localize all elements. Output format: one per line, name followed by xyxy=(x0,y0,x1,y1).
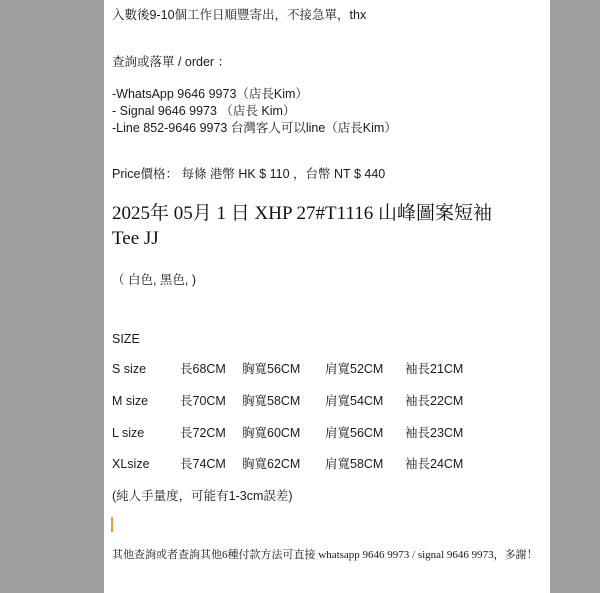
chest-value: 胸寬62CM xyxy=(242,457,301,471)
shoulder-value: 肩寬58CM xyxy=(325,457,384,471)
footer-contact: 其他查詢或者查詢其他6種付款方法可直接 whatsapp 9646 9973 / signal 9646 9973，多謝！ xyxy=(112,549,538,561)
chest-value: 胸寬56CM xyxy=(242,362,301,376)
product-colors: （ 白色, 黑色, ) xyxy=(112,273,197,287)
order-signal: - Signal 9646 9973 （店長 Kim） xyxy=(112,104,296,118)
size-label: L size xyxy=(112,426,145,440)
product-title-line2: Tee JJ xyxy=(112,228,159,249)
product-title-line1: 2025年 05月 1 日 XHP 27#T1116 山峰圖案短袖 xyxy=(112,203,493,224)
shipping-notice: 入數後9-10個工作日順豐寄出，不接急單，thx xyxy=(112,8,367,22)
order-whatsapp: -WhatsApp 9646 9973（店長Kim） xyxy=(112,87,308,101)
order-line: -Line 852-9646 9973 台灣客人可以line（店長Kim） xyxy=(112,121,397,135)
sleeve-value: 袖長24CM xyxy=(405,457,464,471)
length-value: 長68CM xyxy=(180,362,226,376)
text-cursor[interactable] xyxy=(111,517,113,532)
length-value: 長72CM xyxy=(180,426,226,440)
document-page xyxy=(104,0,550,593)
order-heading: 查詢或落單 / order ： xyxy=(112,55,231,69)
price-info: Price價格： 每條 港幣 HK $ 110 ，台幣 NT $ 440 xyxy=(112,167,386,181)
length-value: 長70CM xyxy=(180,394,226,408)
sleeve-value: 袖長23CM xyxy=(405,426,464,440)
shoulder-value: 肩寬54CM xyxy=(325,394,384,408)
sleeve-value: 袖長21CM xyxy=(405,362,464,376)
measurement-note: (純人手量度，可能有1-3cm誤差) xyxy=(112,489,293,503)
chest-value: 胸寬60CM xyxy=(242,426,301,440)
size-label: M size xyxy=(112,394,149,408)
size-heading: SIZE xyxy=(112,332,140,346)
size-label: XLsize xyxy=(112,457,150,471)
shoulder-value: 肩寬52CM xyxy=(325,362,384,376)
chest-value: 胸寬58CM xyxy=(242,394,301,408)
size-label: S size xyxy=(112,362,147,376)
shoulder-value: 肩寬56CM xyxy=(325,426,384,440)
sleeve-value: 袖長22CM xyxy=(405,394,464,408)
length-value: 長74CM xyxy=(180,457,226,471)
